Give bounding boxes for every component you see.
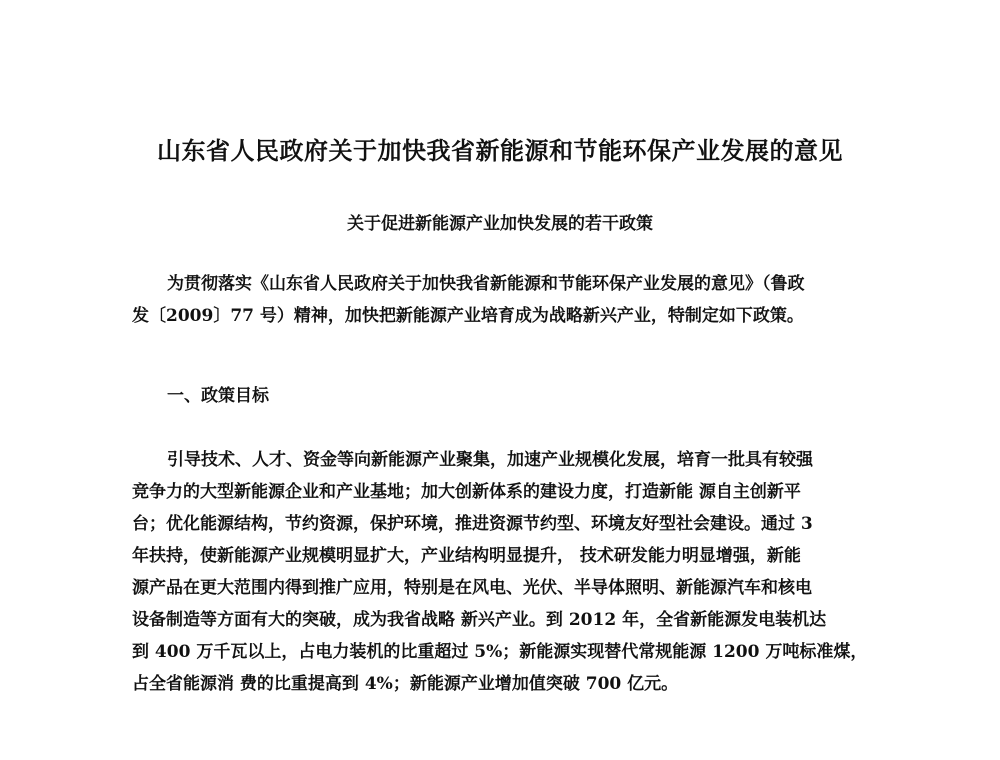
paragraph-line: 台；优化能源结构，节约资源，保护环境，推进资源节约型、环境友好型社会建设。通过 3: [132, 514, 813, 534]
paragraph-line: 年扶持，使新能源产业规模明显扩大，产业结构明显提升， 技术研发能力明显增强，新能: [132, 546, 801, 566]
paragraph-line: 为贯彻落实《山东省人民政府关于加快我省新能源和节能环保产业发展的意见》（鲁政: [167, 274, 805, 294]
paragraph-line: 设备制造等方面有大的突破，成为我省战略 新兴产业。到 2012 年，全省新能源发电装机达: [132, 610, 827, 630]
intro-paragraph: [132, 268, 856, 332]
paragraph-line: 源产品在更大范围内得到推广应用，特别是在风电、光伏、半导体照明、新能源汽车和核电: [132, 578, 812, 598]
paragraph-line: 到 400 万千瓦以上，占电力装机的比重超过 5%；新能源实现替代常规能源 1200 万吨标准煤，: [132, 642, 868, 662]
paragraph-line: 发〔2009〕77 号）精神，加快把新能源产业培育成为战略新兴产业，特制定如下政策。: [132, 306, 804, 326]
section-body-paragraph: [132, 444, 868, 700]
section-heading: [132, 380, 856, 412]
document-title: 山东省人民政府关于加快我省新能源和节能环保产业发展的意见: [157, 136, 843, 165]
paragraph-line: 竞争力的大型新能源企业和产业基地；加大创新体系的建设力度，打造新能 源自主创新平: [132, 482, 801, 502]
paragraph-line: 占全省能源消 费的比重提高到 4%；新能源产业增加值突破 700 亿元。: [132, 674, 679, 694]
document-subtitle: 关于促进新能源产业加快发展的若干政策: [347, 214, 653, 234]
paragraph-line: 引导技术、人才、资金等向新能源产业聚集，加速产业规模化发展，培育一批具有较强: [167, 450, 813, 470]
section-heading-text: 一、政策目标: [167, 386, 269, 406]
